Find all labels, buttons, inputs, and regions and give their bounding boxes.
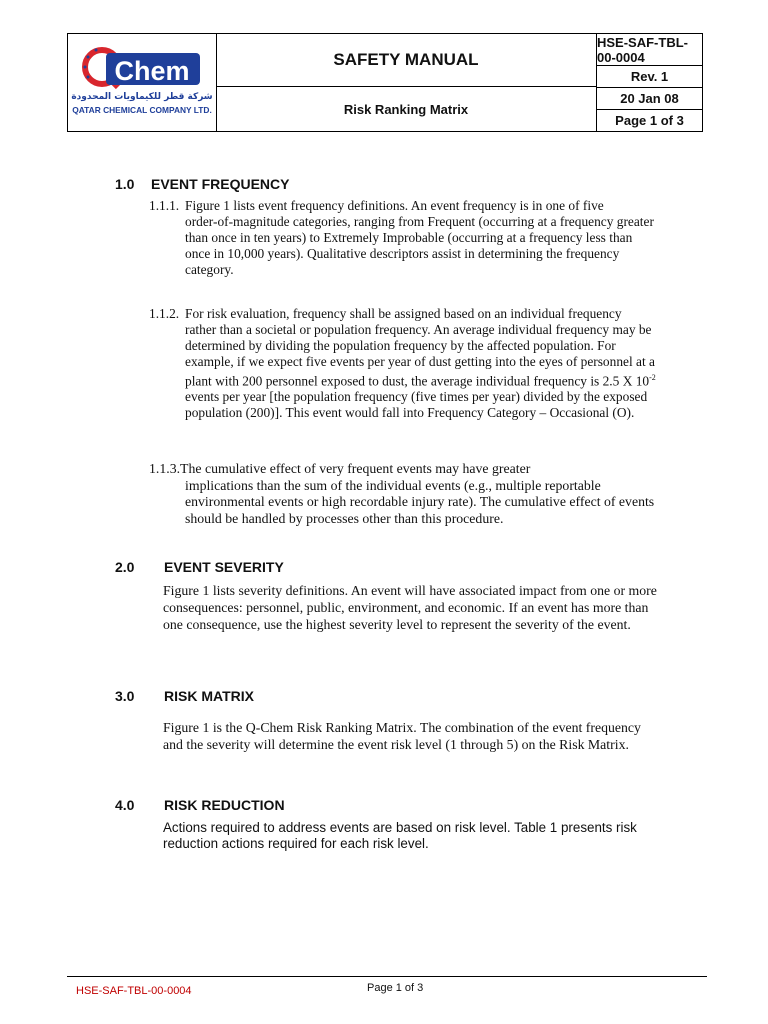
paragraph-1-1-1-first-line: Figure 1 lists event frequency definitions. An event frequency is in one of five xyxy=(185,198,604,213)
paragraph-1-1-1-number: 1.1.1. xyxy=(149,198,180,213)
section-4-heading xyxy=(115,797,285,813)
document-subtitle: Risk Ranking Matrix xyxy=(343,101,469,117)
paragraph-1-1-2 xyxy=(149,306,659,421)
logo-chem-text: Chem xyxy=(114,56,190,86)
section-4-title: RISK REDUCTION xyxy=(164,797,285,813)
section-2-body: Figure 1 lists severity definitions. An event will have associated impact from one or more consequences: personnel, public, environment, and economic. If an event has more than one consequence, use the highest severity level to represent the severity of the event. xyxy=(163,583,657,632)
paragraph-1-1-2-first-line: For risk evaluation, frequency shall be assigned based on an individual frequency xyxy=(185,306,622,321)
section-3-number: 3.0 xyxy=(115,688,135,704)
section-1-number: 1.0 xyxy=(115,176,135,192)
doc-date: 20 Jan 08 xyxy=(597,88,702,110)
document-header xyxy=(67,33,703,132)
logo-company-name: QATAR CHEMICAL COMPANY LTD. xyxy=(72,105,212,115)
paragraph-1-1-3-first-line: The cumulative effect of very frequent events may have greater xyxy=(180,461,531,476)
section-3-heading xyxy=(115,688,254,704)
paragraph-1-1-3 xyxy=(149,461,659,527)
section-4-number: 4.0 xyxy=(115,797,135,813)
paragraph-1-1-3-number: 1.1.3. xyxy=(149,461,181,476)
paragraph-1-1-2-body xyxy=(149,322,659,421)
section-4-body: Actions required to address events are based on risk level. Table 1 presents risk reduction actions required for each risk level. xyxy=(163,820,637,851)
footer-doc-id: HSE-SAF-TBL-00-0004 xyxy=(76,985,192,997)
footer-page-number: Page 1 of 3 xyxy=(367,982,424,994)
doc-id: HSE-SAF-TBL-00-0004 xyxy=(597,34,702,66)
paragraph-1-1-2-body-a: rather than a societal or population frequency. An average individual frequency may be determined by dividing the population frequency by the affected population. For example, if we expect five events per year of dust getting into the eyes of personnel at a plant with 200 personnel exposed to dust, the average individual frequency is 2.5 X 10 xyxy=(185,322,655,389)
meta-cell xyxy=(597,34,702,131)
section-1-title: EVENT FREQUENCY xyxy=(151,176,290,192)
exponent: -2 xyxy=(649,373,656,382)
manual-title: SAFETY MANUAL xyxy=(216,34,596,87)
logo-cell xyxy=(68,34,217,131)
paragraph-1-1-1 xyxy=(149,198,659,278)
section-1-heading xyxy=(115,176,289,192)
section-3-body: Figure 1 is the Q-Chem Risk Ranking Matrix. The combination of the event frequency and the severity will determine the event risk level (1 through 5) on the Risk Matrix. xyxy=(163,720,641,752)
page-number: Page 1 of 3 xyxy=(615,113,684,128)
paragraph-1-1-1-body: order-of-magnitude categories, ranging from Frequent (occurring at a frequency greater than once in ten years) to Extremely Improbable (occurring at a frequency less than once in 10,000 years). Qualitative descriptors assist in determining the frequency category. xyxy=(185,214,654,277)
section-2-title: EVENT SEVERITY xyxy=(164,559,284,575)
section-2-heading xyxy=(115,559,284,575)
section-3-title: RISK MATRIX xyxy=(164,688,254,704)
paragraph-1-1-2-body-b: events per year [the population frequency (five times per year) divided by the exposed population (200)]. This event would fall into Frequency Category – Occasional (O). xyxy=(185,389,648,421)
paragraph-1-1-2-number: 1.1.2. xyxy=(149,306,180,321)
paragraph-1-1-3-body: implications than the sum of the individual events (e.g., multiple reportable environmental events or high recordable injury rate). The cumulative effect of events should be handled by processes other than this procedure. xyxy=(185,477,655,526)
revision: Rev. 1 xyxy=(597,66,702,88)
qchem-logo xyxy=(71,45,213,121)
logo-arabic-text: شركة قطر للكيماويات المحدودة xyxy=(71,92,213,102)
footer-divider xyxy=(67,976,707,977)
title-cell xyxy=(216,34,597,131)
section-2-number: 2.0 xyxy=(115,559,135,575)
